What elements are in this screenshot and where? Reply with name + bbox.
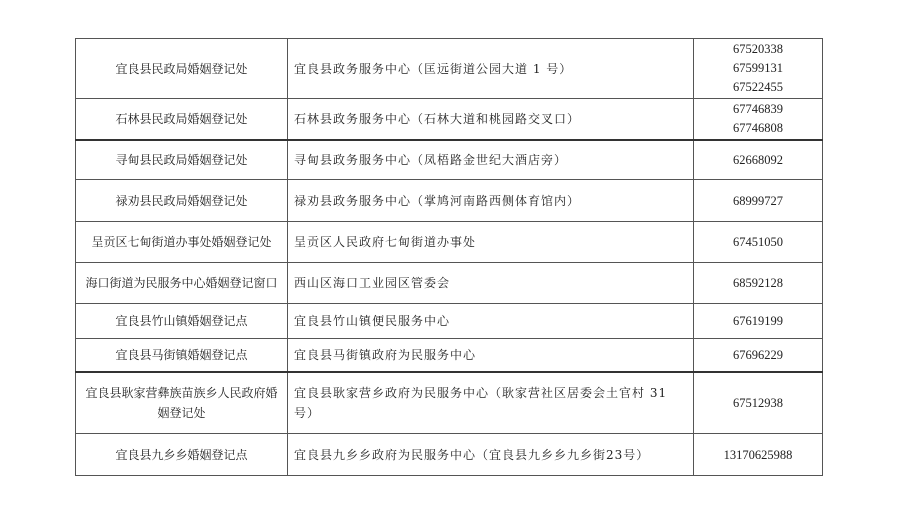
table-row	[76, 140, 823, 180]
phone-number: 67451050	[694, 222, 823, 263]
table-row	[76, 180, 823, 222]
phone-number: 13170625988	[694, 434, 823, 476]
office-name: 呈贡区七甸街道办事处婚姻登记处	[76, 222, 288, 263]
office-address: 宜良县竹山镇便民服务中心	[288, 304, 694, 339]
phone-number: 67696229	[694, 339, 823, 372]
office-name: 宜良县民政局婚姻登记处	[76, 39, 288, 99]
office-name: 寻甸县民政局婚姻登记处	[76, 140, 288, 180]
table-row	[76, 434, 823, 476]
office-name: 宜良县九乡乡婚姻登记点	[76, 434, 288, 476]
phone-number: 67619199	[694, 304, 823, 339]
table-row	[76, 39, 823, 99]
table-row	[76, 222, 823, 263]
office-address: 寻甸县政务服务中心（凤梧路金世纪大酒店旁）	[288, 140, 694, 180]
office-address: 呈贡区人民政府七甸街道办事处	[288, 222, 694, 263]
table-row	[76, 339, 823, 372]
phone-number: 68999727	[694, 180, 823, 222]
office-address: 宜良县九乡乡政府为民服务中心（宜良县九乡乡九乡街23号）	[288, 434, 694, 476]
phone-number: 68592128	[694, 263, 823, 304]
office-name: 海口街道为民服务中心婚姻登记窗口	[76, 263, 288, 304]
table-row	[76, 304, 823, 339]
table-row	[76, 372, 823, 434]
office-name: 宜良县竹山镇婚姻登记点	[76, 304, 288, 339]
phone-number: 67599131	[733, 61, 783, 75]
phone-number: 62668092	[694, 140, 823, 180]
phone-cell	[694, 99, 823, 140]
office-address: 石林县政务服务中心（石林大道和桃园路交叉口）	[288, 99, 694, 140]
office-address: 西山区海口工业园区管委会	[288, 263, 694, 304]
phone-number: 67520338	[733, 42, 783, 56]
table-row	[76, 263, 823, 304]
office-name: 禄劝县民政局婚姻登记处	[76, 180, 288, 222]
office-name: 宜良县马街镇婚姻登记点	[76, 339, 288, 372]
office-address: 禄劝县政务服务中心（掌鸠河南路西侧体育馆内）	[288, 180, 694, 222]
marriage-registry-table	[75, 38, 823, 476]
phone-number: 67512938	[694, 372, 823, 434]
office-name: 宜良县耿家营彝族苗族乡人民政府婚姻登记处	[76, 372, 288, 434]
office-address: 宜良县耿家营乡政府为民服务中心（耿家营社区居委会土官村 31 号）	[288, 372, 694, 434]
phone-number: 67746839	[733, 101, 783, 116]
phone-cell	[694, 39, 823, 99]
office-address: 宜良县政务服务中心（匡远街道公园大道 1 号）	[288, 39, 694, 99]
phone-number: 67746808	[733, 120, 783, 135]
office-name: 石林县民政局婚姻登记处	[76, 99, 288, 140]
table-row	[76, 99, 823, 140]
phone-number: 67522455	[733, 80, 783, 94]
office-address: 宜良县马街镇政府为民服务中心	[288, 339, 694, 372]
